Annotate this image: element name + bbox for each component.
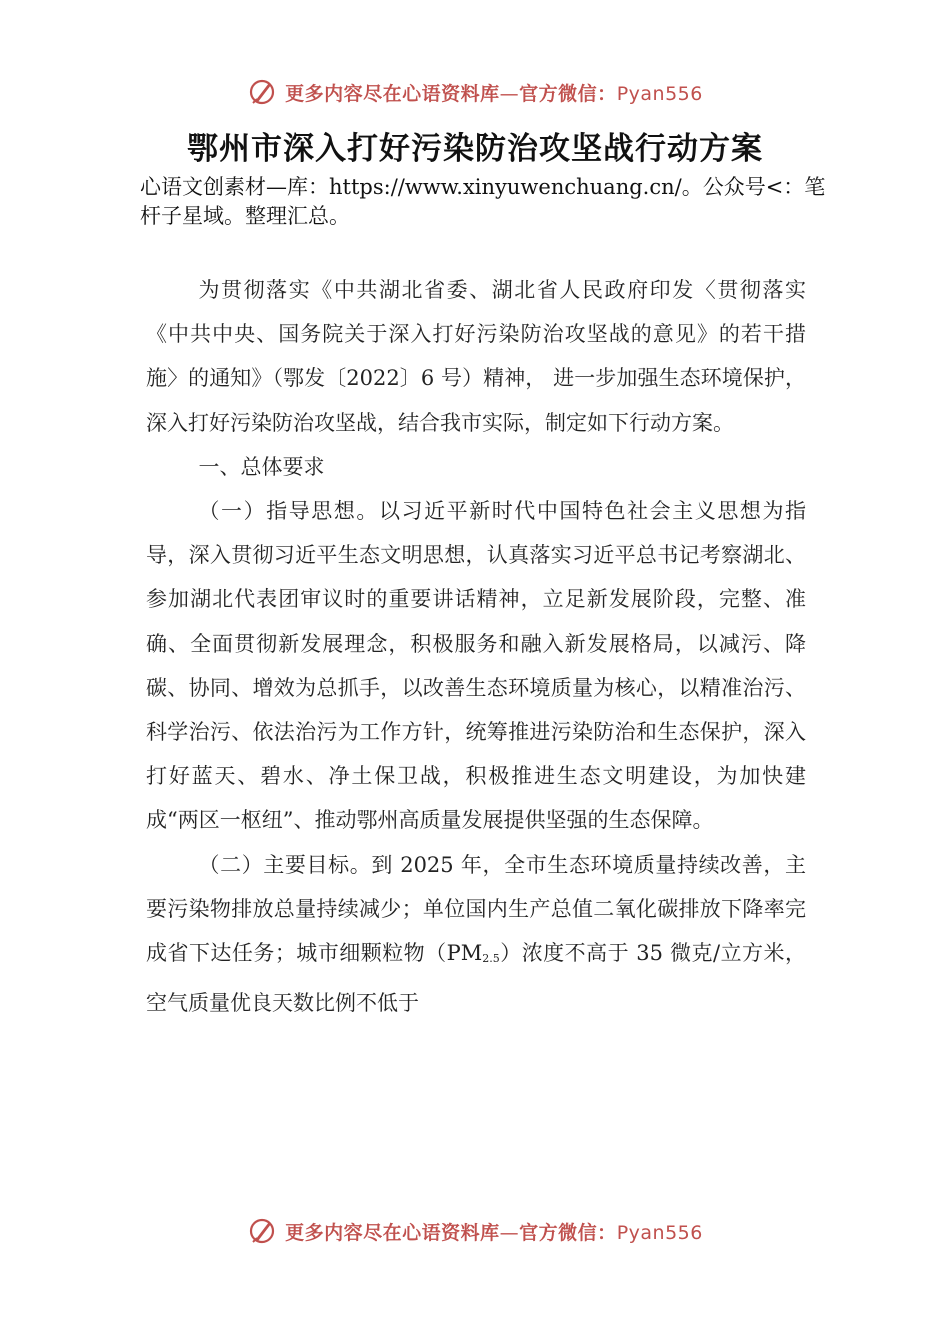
pm-subscript: 2.5 (482, 952, 500, 966)
footer-banner (0, 1209, 950, 1253)
main-goals-text-after: ）浓度不高于 35 微克/立方米，空气质量优良天数比例不低于 (146, 941, 806, 1016)
banner-separator: — (499, 1221, 520, 1244)
banner-handle: Pyan556 (616, 1221, 703, 1244)
quill-pen-logo-icon (247, 77, 277, 107)
paragraph-guiding-thought: （一）指导思想。以习近平新时代中国特色社会主义思想为指导，深入贯彻习近平生态文明思想，认真落实习近平总书记考察湖北、参加湖北代表团审议时的重要讲话精神，立足新发展阶段，完整、准确、全面贯彻新发展理念，积极服务和融入新发展格局，以减污、降碳、协同、增效为总抓手，以改善生态环境质量为核心，以精准治污、科学治污、依法治污为工作方针，统筹推进污染防治和生态保护，深入打好蓝天、碧水、净土保卫战，积极推进生态文明建设，为加快建成“两区一枢纽”、推动鄂州高质量发展提供坚强的生态保障。 (146, 499, 806, 833)
document-title: 鄂州市深入打好污染防治攻坚战行动方案 (187, 131, 763, 167)
paragraph-main-goals (146, 843, 806, 1026)
banner-text (285, 79, 703, 106)
banner-site: 更多内容尽在心语资料库 (285, 82, 500, 105)
header-banner (0, 70, 950, 114)
banner-text (285, 1218, 703, 1245)
document-body (146, 268, 806, 1025)
source-note: 心语文创素材—库：https://www.xinyuwenchuang.cn/。公众号<：笔杆子星域。整理汇总。 (140, 175, 826, 228)
banner-separator: — (499, 82, 520, 105)
banner-wechat-label: 官方微信： (519, 82, 617, 105)
banner-wechat-label: 官方微信： (519, 1221, 617, 1244)
banner-handle: Pyan556 (616, 82, 703, 105)
main-goals-text-before: （二）主要目标。到 2025 年，全市生态环境质量持续改善，主要污染物排放总量持续减少；单位国内生产总值二氧化碳排放下降率完成省下达任务；城市细颗粒物（PM (146, 852, 806, 966)
banner-site: 更多内容尽在心语资料库 (285, 1221, 500, 1244)
section-heading-overall-requirements: 一、总体要求 (198, 454, 325, 479)
paragraph-intro: 为贯彻落实《中共湖北省委、湖北省人民政府印发〈贯彻落实《中共中央、国务院关于深入打好污染防治攻坚战的意见》的若干措施〉的通知》（鄂发〔2022〕6 号）精神， 进一步加强生态环境保护，深入打好污染防治攻坚战，结合我市实际，制定如下行动方案。 (146, 278, 806, 435)
quill-pen-logo-icon (247, 1216, 277, 1246)
